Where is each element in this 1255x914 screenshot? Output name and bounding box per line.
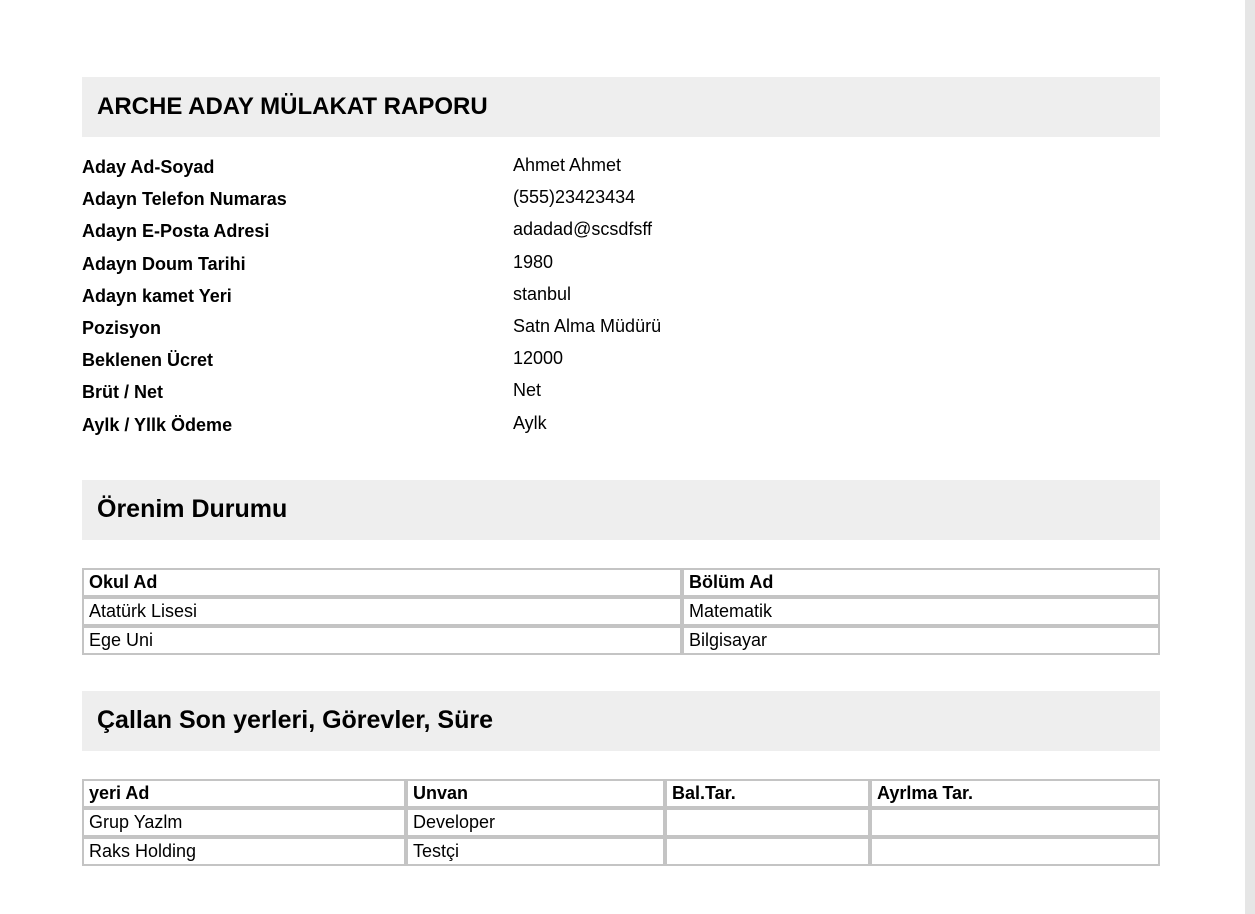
- info-label: Beklenen Ücret: [82, 350, 214, 371]
- info-label: Pozisyon: [82, 317, 162, 338]
- info-row-position: [82, 316, 1160, 348]
- info-row-email: [82, 219, 1160, 251]
- table-cell: [870, 837, 1160, 866]
- table-cell: Atatürk Lisesi: [82, 597, 682, 626]
- table-cell: [665, 837, 870, 866]
- table-cell: Developer: [406, 808, 665, 837]
- column-header: Bal.Tar.: [665, 779, 870, 808]
- info-row-gross-net: [82, 380, 1160, 412]
- report-title: ARCHE ADAY MÜLAKAT RAPORU: [82, 77, 1160, 137]
- info-value: 12000: [513, 348, 564, 369]
- info-value: 1980: [513, 251, 554, 272]
- education-section-title: Örenim Durumu: [82, 480, 1160, 540]
- education-table: [82, 568, 1160, 655]
- table-cell: [665, 808, 870, 837]
- column-header: yeri Ad: [82, 779, 406, 808]
- candidate-info: [82, 155, 1160, 445]
- info-row-phone: [82, 187, 1160, 219]
- info-label: Aday Ad-Soyad: [82, 157, 215, 177]
- info-label: Adayn E-Posta Adresi: [82, 221, 270, 242]
- work-history-table: [82, 779, 1160, 866]
- column-header: Unvan: [406, 779, 665, 808]
- table-cell: Matematik: [682, 597, 1160, 626]
- info-row-payment-period: [82, 413, 1160, 445]
- info-label: Brüt / Net: [82, 382, 163, 403]
- column-header: Bölüm Ad: [682, 568, 1160, 597]
- column-header: Ayrlma Tar.: [870, 779, 1160, 808]
- table-row: [82, 626, 1160, 655]
- info-value: stanbul: [513, 283, 572, 304]
- info-label: Aylk / Yllk Ödeme: [82, 414, 233, 435]
- table-cell: [870, 808, 1160, 837]
- info-value: (555)23423434: [513, 187, 636, 208]
- info-value: Satn Alma Müdürü: [513, 315, 662, 336]
- table-row: [82, 597, 1160, 626]
- info-row-residence: [82, 284, 1160, 316]
- table-cell: Ege Uni: [82, 626, 682, 655]
- vertical-scrollbar[interactable]: [1245, 0, 1255, 914]
- work-history-section-title: Çallan Son yerleri, Görevler, Süre: [82, 691, 1160, 751]
- info-value: adadad@scsdfsff: [513, 219, 653, 240]
- info-label: Adayn Doum Tarihi: [82, 253, 246, 274]
- info-row-expected-salary: [82, 348, 1160, 380]
- info-value: Net: [513, 380, 542, 401]
- column-header: Okul Ad: [82, 568, 682, 597]
- info-label: Adayn Telefon Numaras: [82, 189, 287, 210]
- table-cell: Grup Yazlm: [82, 808, 406, 837]
- report-page: [82, 77, 1160, 866]
- info-value: Aylk: [513, 412, 547, 433]
- table-cell: Raks Holding: [82, 837, 406, 866]
- table-header-row: [82, 779, 1160, 808]
- table-header-row: [82, 568, 1160, 597]
- table-cell: Bilgisayar: [682, 626, 1160, 655]
- info-row-name: [82, 155, 1160, 187]
- info-row-birthdate: [82, 252, 1160, 284]
- info-value: Ahmet Ahmet: [513, 155, 622, 175]
- table-row: [82, 808, 1160, 837]
- table-cell: Testçi: [406, 837, 665, 866]
- info-label: Adayn kamet Yeri: [82, 285, 232, 306]
- table-row: [82, 837, 1160, 866]
